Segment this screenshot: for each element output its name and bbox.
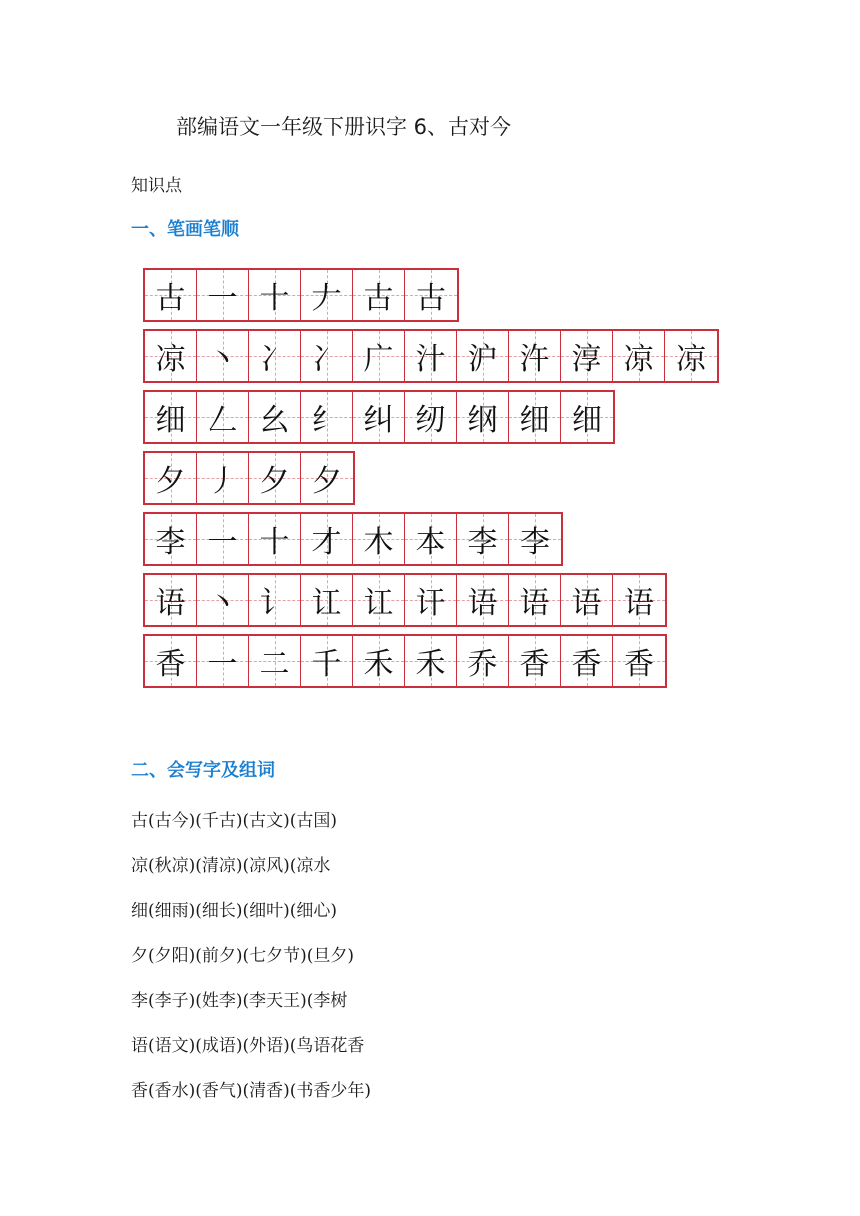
stroke-glyph: 纟 — [311, 403, 342, 438]
stroke-step-cell — [509, 575, 561, 625]
stroke-glyph: 汁 — [415, 342, 446, 377]
writing-words-heading: 二、会写字及组词 — [131, 760, 275, 781]
stroke-glyph: 香 — [624, 647, 654, 682]
stroke-glyph: 古 — [363, 281, 394, 316]
stroke-glyph: 汻 — [519, 342, 550, 377]
stroke-glyph: 香 — [155, 647, 186, 682]
stroke-step-cell — [561, 636, 613, 686]
stroke-step-cell — [197, 575, 249, 625]
stroke-row — [143, 451, 355, 505]
stroke-step-cell — [457, 331, 509, 381]
stroke-glyph: 细 — [572, 403, 602, 438]
stroke-step-cell — [197, 514, 249, 564]
stroke-step-cell — [457, 514, 509, 564]
stroke-glyph: 纫 — [415, 403, 446, 438]
stroke-glyph: 二 — [259, 647, 290, 682]
stroke-step-cell — [353, 392, 405, 442]
stroke-char-cell — [145, 575, 197, 625]
stroke-glyph: 细 — [155, 403, 186, 438]
stroke-glyph: 十 — [259, 525, 290, 560]
stroke-order-heading: 一、笔画笔顺 — [131, 219, 239, 240]
stroke-glyph: 一 — [207, 281, 238, 316]
stroke-step-cell — [249, 270, 301, 320]
stroke-step-cell — [353, 636, 405, 686]
stroke-glyph: 香 — [519, 647, 550, 682]
stroke-step-cell — [301, 270, 353, 320]
stroke-glyph: 本 — [415, 525, 446, 560]
knowledge-points-label: 知识点 — [131, 176, 182, 196]
word-line: 凉(秋凉)(清凉)(凉风)(凉水 — [131, 856, 331, 876]
stroke-glyph: 乔 — [467, 647, 498, 682]
stroke-glyph: 李 — [467, 525, 498, 560]
stroke-glyph: 讠 — [259, 586, 290, 621]
stroke-step-cell — [249, 514, 301, 564]
stroke-step-cell — [405, 331, 457, 381]
stroke-glyph: 古 — [416, 281, 446, 316]
stroke-step-cell — [301, 392, 353, 442]
stroke-glyph: 古 — [155, 281, 186, 316]
stroke-glyph: 讧 — [363, 586, 394, 621]
stroke-char-cell — [145, 331, 197, 381]
stroke-row — [143, 390, 615, 444]
stroke-glyph: 沪 — [467, 342, 498, 377]
word-line: 古(古今)(千古)(古文)(古国) — [131, 811, 338, 831]
stroke-step-cell — [249, 636, 301, 686]
stroke-step-cell — [509, 636, 561, 686]
stroke-row — [143, 512, 563, 566]
stroke-glyph: 李 — [155, 525, 186, 560]
stroke-step-cell — [197, 453, 249, 503]
stroke-step-cell — [249, 331, 301, 381]
stroke-glyph: 语 — [624, 586, 654, 621]
stroke-glyph: 语 — [467, 586, 498, 621]
stroke-step-cell — [301, 575, 353, 625]
word-line: 李(李子)(姓李)(李天王)(李树 — [131, 991, 348, 1011]
stroke-step-cell — [301, 453, 353, 503]
stroke-glyph: 𠃋 — [207, 403, 238, 438]
stroke-step-cell — [457, 575, 509, 625]
stroke-glyph: 才 — [311, 525, 342, 560]
stroke-step-cell — [613, 331, 665, 381]
stroke-glyph: 冫 — [259, 342, 290, 377]
stroke-step-cell — [509, 331, 561, 381]
stroke-step-cell — [509, 392, 561, 442]
stroke-step-cell — [405, 575, 457, 625]
stroke-glyph: 凉 — [623, 342, 654, 377]
stroke-char-cell — [145, 392, 197, 442]
stroke-glyph: 禾 — [363, 647, 394, 682]
stroke-glyph: 讧 — [311, 586, 342, 621]
stroke-char-cell — [145, 636, 197, 686]
stroke-glyph: 凉 — [676, 342, 706, 377]
stroke-glyph: 广 — [363, 342, 394, 377]
stroke-step-cell — [457, 636, 509, 686]
stroke-step-cell — [561, 331, 613, 381]
stroke-step-cell — [301, 331, 353, 381]
word-list — [131, 799, 371, 1114]
stroke-glyph: 凉 — [155, 342, 186, 377]
stroke-step-cell — [197, 270, 249, 320]
stroke-glyph: 夕 — [259, 464, 290, 499]
stroke-glyph: 幺 — [259, 403, 290, 438]
stroke-char-cell — [145, 270, 197, 320]
stroke-step-cell — [249, 392, 301, 442]
stroke-char-cell — [145, 453, 197, 503]
stroke-glyph: 纠 — [363, 403, 394, 438]
stroke-glyph: 丿 — [207, 464, 238, 499]
word-line: 夕(夕阳)(前夕)(七夕节)(旦夕) — [131, 946, 355, 966]
stroke-step-cell — [301, 514, 353, 564]
stroke-glyph: 纲 — [467, 403, 498, 438]
stroke-glyph: 禾 — [415, 647, 446, 682]
stroke-char-cell — [145, 514, 197, 564]
stroke-step-cell — [665, 331, 717, 381]
stroke-step-cell — [353, 270, 405, 320]
stroke-step-cell — [405, 270, 457, 320]
stroke-step-cell — [249, 575, 301, 625]
stroke-row — [143, 634, 667, 688]
stroke-step-cell — [249, 453, 301, 503]
stroke-step-cell — [197, 392, 249, 442]
stroke-step-cell — [197, 636, 249, 686]
stroke-glyph: 语 — [155, 586, 186, 621]
stroke-glyph: 一 — [207, 525, 238, 560]
word-line: 细(细雨)(细长)(细叶)(细心) — [131, 901, 338, 921]
stroke-glyph: 香 — [571, 647, 602, 682]
stroke-step-cell — [457, 392, 509, 442]
stroke-glyph: 千 — [311, 647, 342, 682]
stroke-row — [143, 268, 459, 322]
stroke-step-cell — [405, 636, 457, 686]
stroke-row — [143, 329, 719, 383]
stroke-glyph: 丶 — [207, 342, 238, 377]
word-line: 语(语文)(成语)(外语)(鸟语花香 — [131, 1036, 365, 1056]
stroke-step-cell — [353, 514, 405, 564]
stroke-step-cell — [613, 636, 665, 686]
stroke-step-cell — [405, 392, 457, 442]
stroke-order-grid — [143, 268, 733, 695]
stroke-glyph: 语 — [519, 586, 550, 621]
stroke-glyph: 𠂇 — [311, 281, 342, 316]
stroke-glyph: 细 — [519, 403, 550, 438]
stroke-glyph: 丶 — [207, 586, 238, 621]
stroke-glyph: 夕 — [312, 464, 342, 499]
stroke-step-cell — [561, 575, 613, 625]
stroke-glyph: 夕 — [155, 464, 186, 499]
word-line: 香(香水)(香气)(清香)(书香少年) — [131, 1081, 372, 1101]
stroke-glyph: 一 — [207, 647, 238, 682]
stroke-glyph: 语 — [571, 586, 602, 621]
stroke-step-cell — [301, 636, 353, 686]
stroke-glyph: 木 — [363, 525, 394, 560]
stroke-step-cell — [353, 575, 405, 625]
stroke-glyph: 冫 — [311, 342, 342, 377]
page-title: 部编语文一年级下册识字 6、古对今 — [176, 115, 512, 139]
stroke-step-cell — [613, 575, 665, 625]
stroke-glyph: 十 — [259, 281, 290, 316]
stroke-step-cell — [561, 392, 613, 442]
stroke-glyph: 淳 — [571, 342, 602, 377]
stroke-step-cell — [197, 331, 249, 381]
stroke-row — [143, 573, 667, 627]
stroke-glyph: 李 — [520, 525, 550, 560]
stroke-step-cell — [405, 514, 457, 564]
stroke-glyph: 讦 — [415, 586, 446, 621]
stroke-step-cell — [353, 331, 405, 381]
stroke-step-cell — [509, 514, 561, 564]
